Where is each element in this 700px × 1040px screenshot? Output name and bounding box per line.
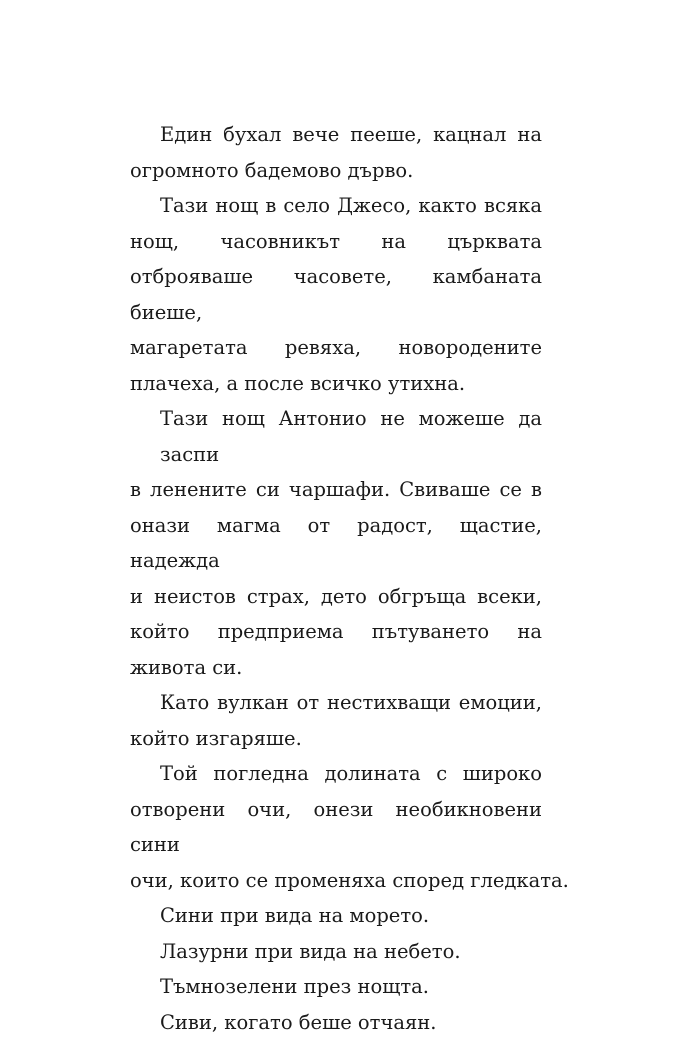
paragraph [130, 401, 542, 685]
text-line: магаретата ревяха, новородените [130, 330, 542, 366]
text-line: Тази нощ в село Джесо, както всяка [130, 188, 542, 224]
text-line: в ленените си чаршафи. Свиваше се в [130, 472, 542, 508]
text-line: и неистов страх, дето обгръща всеки, [130, 579, 542, 615]
text-line: Лазурни при вида на небето. [130, 934, 542, 970]
paragraph [130, 188, 542, 401]
text-line: Тази нощ Антонио не можеше да заспи [130, 401, 542, 472]
paragraph [130, 117, 542, 188]
text-line: очи, които се променяха според гледката. [130, 863, 542, 899]
text-line: Един бухал вече пееше, кацнал на [130, 117, 542, 153]
text-line: онази магма от радост, щастие, надежда [130, 508, 542, 579]
paragraph [130, 1005, 542, 1040]
paragraph [130, 685, 542, 756]
text-line: живота си. [130, 650, 542, 686]
text-line: който изгаряше. [130, 721, 542, 757]
text-line: Сини при вида на морето. [130, 898, 542, 934]
text-line: отворени очи, онези необикновени сини [130, 792, 542, 863]
text-line: Като вулкан от нестихващи емоции, [130, 685, 542, 721]
book-page [130, 117, 542, 1040]
paragraph [130, 934, 542, 970]
text-line: който предприема пътуването на [130, 614, 542, 650]
text-line: Той погледна долината с широко [130, 756, 542, 792]
text-line: нощ, часовникът на църквата [130, 224, 542, 260]
paragraph [130, 898, 542, 934]
text-line: огромното бадемово дърво. [130, 153, 542, 189]
paragraph [130, 756, 542, 898]
text-line: отброяваше часовете, камбаната биеше, [130, 259, 542, 330]
text-line: Тъмнозелени през нощта. [130, 969, 542, 1005]
text-line: плачеха, а после всичко утихна. [130, 366, 542, 402]
paragraph [130, 969, 542, 1005]
text-line: Сиви, когато беше отчаян. [130, 1005, 542, 1040]
